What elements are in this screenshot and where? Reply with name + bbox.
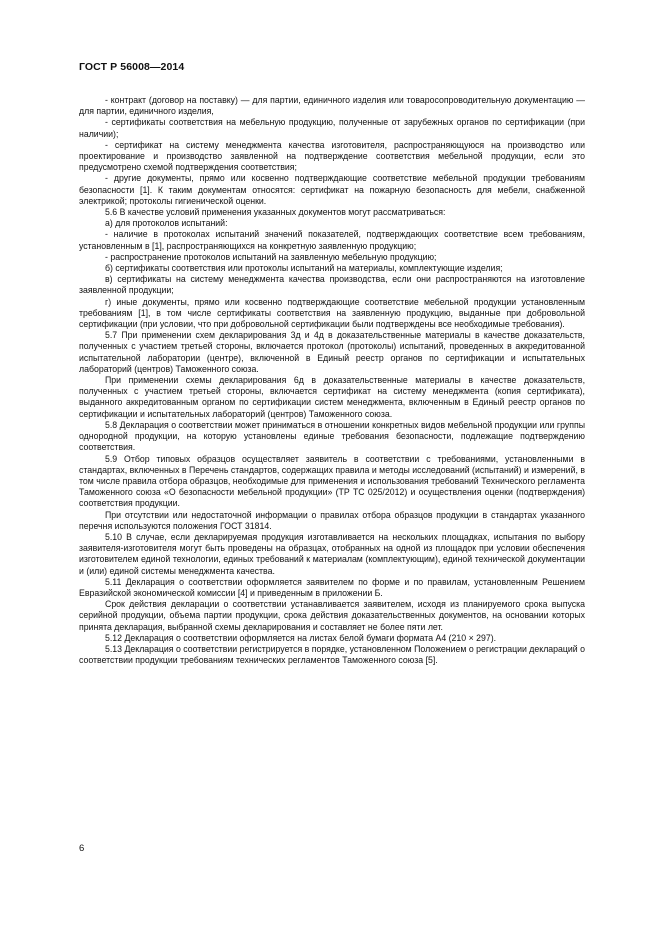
paragraph-5-7: 5.7 При применении схем декларирования 3д и 4д в доказательственные материалы в качестве доказательств, полученных с участием третьей стороны, включается протокол (протоколы) испытаний, проведенных в аккредитованной испытательной лаборатории (центре), включенной в Единый реестр органов по сертификации и испытательных лабораторий (центров) Таможенного союза.	[79, 330, 585, 374]
paragraph-5-12: 5.12 Декларация о соответствии оформляется на листах белой бумаги формата А4 (210 × 297).	[105, 632, 497, 643]
paragraph-foreign-certificates: - сертификаты соответствия на мебельную продукцию, полученные от зарубежных органов по сертификации (при наличии);	[79, 117, 585, 139]
paragraph-5-11: 5.11 Декларация о соответствии оформляется заявителем по форме и по правилам, установленным Решением Евразийской экономической комиссии [4] и приведенным в приложении Б.	[79, 576, 585, 598]
paragraph-5-13: 5.13 Декларация о соответствии регистрируется в порядке, установленном Положением о регистрации деклараций о соответствии продукции требованиям технических регламентов Таможенного союза [5].	[79, 643, 585, 666]
paragraph-5-6-g: г) иные документы, прямо или косвенно подтверждающие соответствие мебельной продукции установленным требованиям [1], в том числе сертификаты соответствия на заявленную продукцию, выданные при добровольной сертификации (при условии, что при добровольной сертификации были подтверждены все необходимые требования).	[79, 296, 585, 330]
paragraph-5-9-gost: При отсутствии или недостаточной информации о правилах отбора образцов продукции в стандартах указанного перечня используются положения ГОСТ 31814.	[79, 509, 585, 531]
paragraph-5-6: 5.6 В качестве условий применения указанных документов могут рассматриваться:	[105, 207, 446, 218]
standard-code-header: ГОСТ Р 56008—2014	[79, 61, 185, 73]
paragraph-5-10: 5.10 В случае, если декларируемая продукция изготавливается на нескольких площадках, испытания по выбору заявителя-изготовителя могут быть проведены на образцах, отобранных на одной из площадок при условии обеспечения изготовителем единой технологии, единых требований к материалам (комплектующим), единой технической документации и (или) единой системы менеджмента качества.	[79, 531, 585, 576]
paragraph-test-extension: - распространение протоколов испытаний на заявленную мебельную продукцию;	[105, 251, 437, 262]
paragraph-5-11-validity: Срок действия декларации о соответствии устанавливается заявителем, исходя из планируемого срока выпуска серийной продукции, объема партии продукции, срока действия доказательственных документов, на основании которых принята декларация, выбранной схемы декларирования и составляет не более пяти лет.	[79, 599, 585, 632]
paragraph-qms-certificate: - сертификат на систему менеджмента качества изготовителя, распространяющуюся на производство или проектирование и производство заявленной на подтверждение соответствия мебельной продукции, если это предусмотрено схемой подтверждения соответствия;	[79, 139, 585, 173]
page-number: 6	[79, 843, 85, 854]
paragraph-contract: - контракт (договор на поставку) — для партии, единичного изделия или товаросопроводительную документацию — для партии, единичного изделия,	[79, 95, 585, 117]
paragraph-5-8: 5.8 Декларация о соответствии может приниматься в отношении конкретных видов мебельной продукции или группы однородной продукции, на которую установлены единые требования безопасности, подлежащие подтверждению соответствия.	[79, 419, 585, 453]
paragraph-5-9: 5.9 Отбор типовых образцов осуществляет заявитель в соответствии с требованиями, установленными в стандартах, включенных в Перечень стандартов, содержащих правила и методы исследований (испытаний) и измерений, в том числе правила отбора образцов, необходимые для применения и использования требований Технического регламента Таможенного союза «О безопасности мебельной продукции» (ТР ТС 025/2012) и осуществления оценки (подтверждения) соответствия продукции.	[79, 453, 585, 509]
document-body	[79, 95, 585, 666]
paragraph-5-6-a: а) для протоколов испытаний:	[105, 218, 228, 229]
paragraph-5-6-v: в) сертификаты на систему менеджмента качества производства, если они распространяются на изготовление заявленной продукции;	[79, 274, 585, 296]
paragraph-other-documents: - другие документы, прямо или косвенно подтверждающие соответствие мебельной продукции требованиям безопасности [1]. К таким документам относятся: сертификат на пожарную безопасность для мебели, снабженной электрикой; протоколы гигиенической оценки.	[79, 173, 585, 206]
paragraph-5-7-scheme-6d: При применении схемы декларирования 6д в доказательственные материалы в качестве доказательств, полученных с участием третьей стороны, включается сертификат на систему менеджмента (копия сертификата), выданного аккредитованным органом по сертификации систем менеджмента, включенным в Единый реестр органов по сертификации и испытательных лабораторий (центров) Таможенного союза.	[79, 375, 585, 419]
paragraph-test-values: - наличие в протоколах испытаний значений показателей, подтверждающих соответствие всем требованиям, установленным в [1], распространяющихся на конкретную заявленную продукцию;	[79, 229, 585, 251]
paragraph-5-6-b: б) сертификаты соответствия или протоколы испытаний на материалы, комплектующие изделия;	[105, 263, 503, 274]
